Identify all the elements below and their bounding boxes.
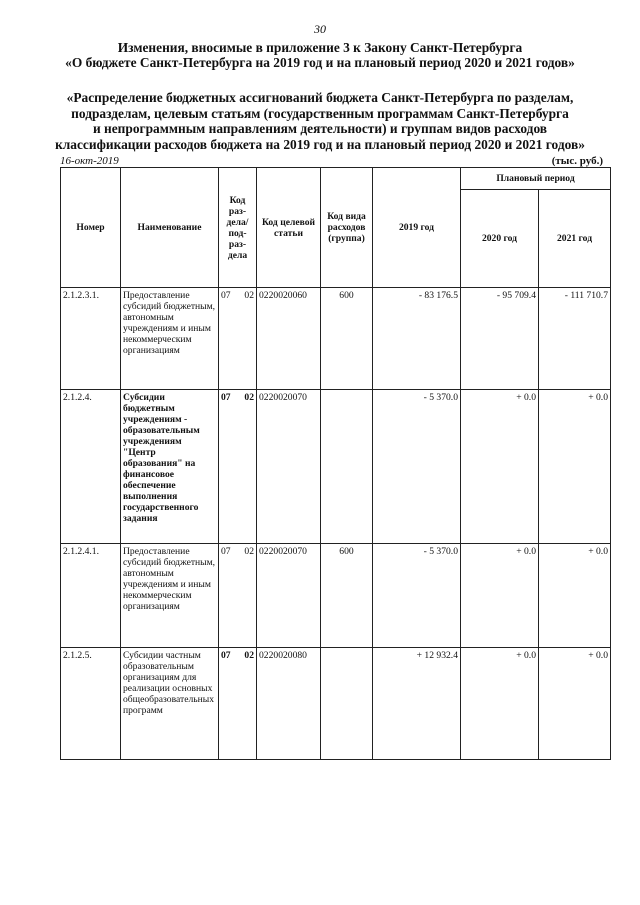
row-number: 2.1.2.3.1.	[61, 288, 121, 390]
subtitle-line-2: подразделам, целевым статьям (государственным программам Санкт-Петербурга	[71, 105, 569, 121]
row-amount-2019: - 5 370.0	[373, 390, 461, 544]
podrazdel-code: 02	[244, 290, 254, 301]
row-amount-2020: + 0.0	[461, 544, 539, 648]
podrazdel-code: 02	[244, 546, 254, 557]
subtitle-line-4: классификации расходов бюджета на 2019 год и на плановый период 2020 и 2021 годов»	[55, 136, 585, 152]
row-amount-2021: + 0.0	[539, 390, 611, 544]
table-row	[61, 648, 611, 760]
row-amount-2021: + 0.0	[539, 648, 611, 760]
row-number: 2.1.2.4.	[61, 390, 121, 544]
row-amount-2021: + 0.0	[539, 544, 611, 648]
header-planned-period: Плановый период	[461, 168, 611, 190]
row-amount-2019: - 5 370.0	[373, 544, 461, 648]
row-expense-code	[321, 648, 373, 760]
row-amount-2020: - 95 709.4	[461, 288, 539, 390]
document-date: 16-окт-2019	[60, 155, 119, 167]
razdel-code: 07	[221, 546, 231, 557]
header-section-code: Код раз-дела/ под-раз-дела	[219, 168, 257, 288]
table-row	[61, 288, 611, 390]
subtitle-line-1: «Распределение бюджетных ассигнований бюджета Санкт-Петербурга по разделам,	[66, 90, 574, 105]
header-expense-type-code: Код вида расходов (группа)	[321, 168, 373, 288]
row-expense-code: 600	[321, 544, 373, 648]
row-amount-2020: + 0.0	[461, 648, 539, 760]
row-number: 2.1.2.5.	[61, 648, 121, 760]
row-name: Предоставление субсидий бюджетным, автономным учреждениям и иным некоммерческим организациям	[121, 544, 219, 648]
podrazdel-code: 02	[244, 650, 254, 661]
title-line-2: «О бюджете Санкт-Петербурга на 2019 год и на плановый период 2020 и 2021 годов»	[65, 55, 575, 70]
row-section-code	[219, 648, 257, 760]
row-expense-code: 600	[321, 288, 373, 390]
header-name: Наименование	[121, 168, 219, 288]
podrazdel-code: 02	[244, 392, 254, 403]
budget-table	[60, 167, 611, 760]
document-title	[40, 40, 600, 70]
document-subtitle	[40, 90, 600, 152]
row-name: Субсидии частным образовательным организациям для реализации основных общеобразовательных программ	[121, 648, 219, 760]
row-amount-2021: - 111 710.7	[539, 288, 611, 390]
subtitle-line-3: и непрограммным направлениям деятельности) и группам видов расходов	[92, 121, 548, 137]
header-year-2019: 2019 год	[373, 168, 461, 288]
table-row	[61, 544, 611, 648]
row-target-code: 0220020080	[257, 648, 321, 760]
header-number: Номер	[61, 168, 121, 288]
row-name: Предоставление субсидий бюджетным, автономным учреждениям и иным некоммерческим организациям	[121, 288, 219, 390]
header-year-2020: 2020 год	[461, 190, 539, 288]
page-number: 30	[314, 22, 326, 36]
razdel-code: 07	[221, 392, 231, 403]
row-target-code: 0220020060	[257, 288, 321, 390]
units-label: (тыс. руб.)	[551, 155, 603, 167]
razdel-code: 07	[221, 290, 231, 301]
razdel-code: 07	[221, 650, 231, 661]
header-year-2021: 2021 год	[539, 190, 611, 288]
row-amount-2019: - 83 176.5	[373, 288, 461, 390]
title-line-1: Изменения, вносимые в приложение 3 к Закону Санкт-Петербурга	[117, 40, 523, 55]
row-name: Субсидии бюджетным учреждениям - образовательным учреждениям "Центр образования" на финансовое обеспечение выполнения государственного задания	[121, 390, 219, 544]
row-target-code: 0220020070	[257, 544, 321, 648]
row-number: 2.1.2.4.1.	[61, 544, 121, 648]
row-section-code	[219, 390, 257, 544]
header-target-code: Код целевой статьи	[257, 168, 321, 288]
row-target-code: 0220020070	[257, 390, 321, 544]
row-amount-2019: + 12 932.4	[373, 648, 461, 760]
row-section-code	[219, 288, 257, 390]
row-expense-code	[321, 390, 373, 544]
row-amount-2020: + 0.0	[461, 390, 539, 544]
table-row	[61, 390, 611, 544]
row-section-code	[219, 544, 257, 648]
